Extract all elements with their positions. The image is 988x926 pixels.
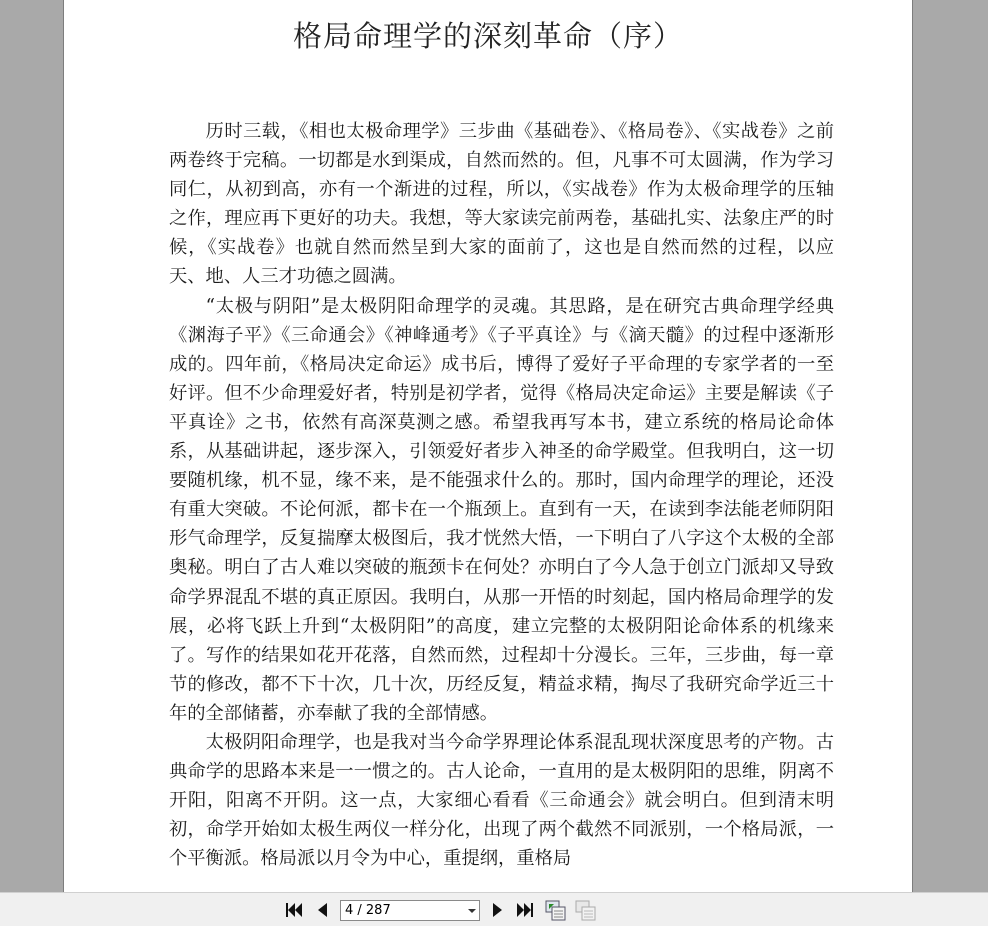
last-page-icon[interactable] [515, 901, 535, 919]
fit-width-icon[interactable] [575, 900, 597, 922]
prev-page-icon[interactable] [313, 901, 333, 919]
paragraph: 历时三载，《相也太极命理学》三步曲《基础卷》、《格局卷》、《实战卷》之前两卷终于完稿。一切都是水到渠成，自然而然的。但，凡事不可太圆满，作为学习同仁，从初到高，亦有一个渐进的过程，所以，《实战卷》作为太极命理学的压轴之作，理应再下更好的功夫。我想，等大家读完前两卷，基础扎实、法象庄严的时候，《实战卷》也就自然而然呈到大家的面前了，这也是自然而然的过程，以应天、地、人三才功德之圆满。 [169, 121, 834, 288]
page-number-input[interactable] [341, 901, 463, 920]
paragraph: 太极阴阳命理学，也是我对当今命学界理论体系混乱现状深度思考的产物。古典命学的思路本来是一一惯之的。古人论命，一直用的是太极阴阳的思维，阴离不开阳，阳离不开阴。这一点，大家细心看看《三命通会》就会明白。但到清末明初，命学开始如太极生两仪一样分化，出现了两个截然不同派别，一个格局派，一个平衡派。格局派以月令为中心，重提纲，重格局 [169, 731, 834, 870]
page-number-select[interactable] [340, 900, 480, 921]
fit-page-icon[interactable] [545, 900, 567, 922]
next-page-icon[interactable] [487, 901, 507, 919]
chevron-down-icon[interactable] [467, 908, 477, 914]
paragraph: “太极与阴阳”是太极阴阳命理学的灵魂。其思路，是在研究古典命理学经典《渊海子平》《三命通会》《神峰通考》《子平真诠》与《滴天髓》的过程中逐渐形成的。四年前，《格局决定命运》成书后，博得了爱好子平命理的专家学者的一至好评。但不少命理爱好者，特别是初学者，觉得《格局决定命运》主要是解读《子平真诠》之书，依然有高深莫测之感。希望我再写本书，建立系统的格局论命体系，从基础讲起，逐步深入，引领爱好者步入神圣的命学殿堂。但我明白，这一切要随机缘，机不显，缘不来，是不能强求什么的。那时，国内命理学的理论，还没有重大突破。不论何派，都卡在一个瓶颈上。直到有一天，在读到李法能老师阴阳形气命理学，反复揣摩太极图后，我才恍然大悟，一下明白了八字这个太极的全部奥秘。明白了古人难以突破的瓶颈卡在何处？亦明白了今人急于创立门派却又导致命学界混乱不堪的真正原因。我明白，从那一开悟的时刻起，国内格局命理学的发展，必将飞跃上升到“太极阴阳”的高度，建立完整的太极阴阳论命体系的机缘来了。写作的结果如花开花落，自然而然，过程却十分漫长。三年，三步曲，每一章节的修改，都不下十次，几十次，历经反复，精益求精，掏尽了我研究命学近三十年的全部储蓄，亦奉献了我的全部情感。 [169, 295, 834, 724]
document-page [63, 0, 913, 892]
page-title: 格局命理学的深刻革命（序） [292, 19, 683, 53]
first-page-icon[interactable] [284, 901, 304, 919]
viewer-toolbar [0, 892, 988, 926]
body-text [169, 117, 834, 873]
